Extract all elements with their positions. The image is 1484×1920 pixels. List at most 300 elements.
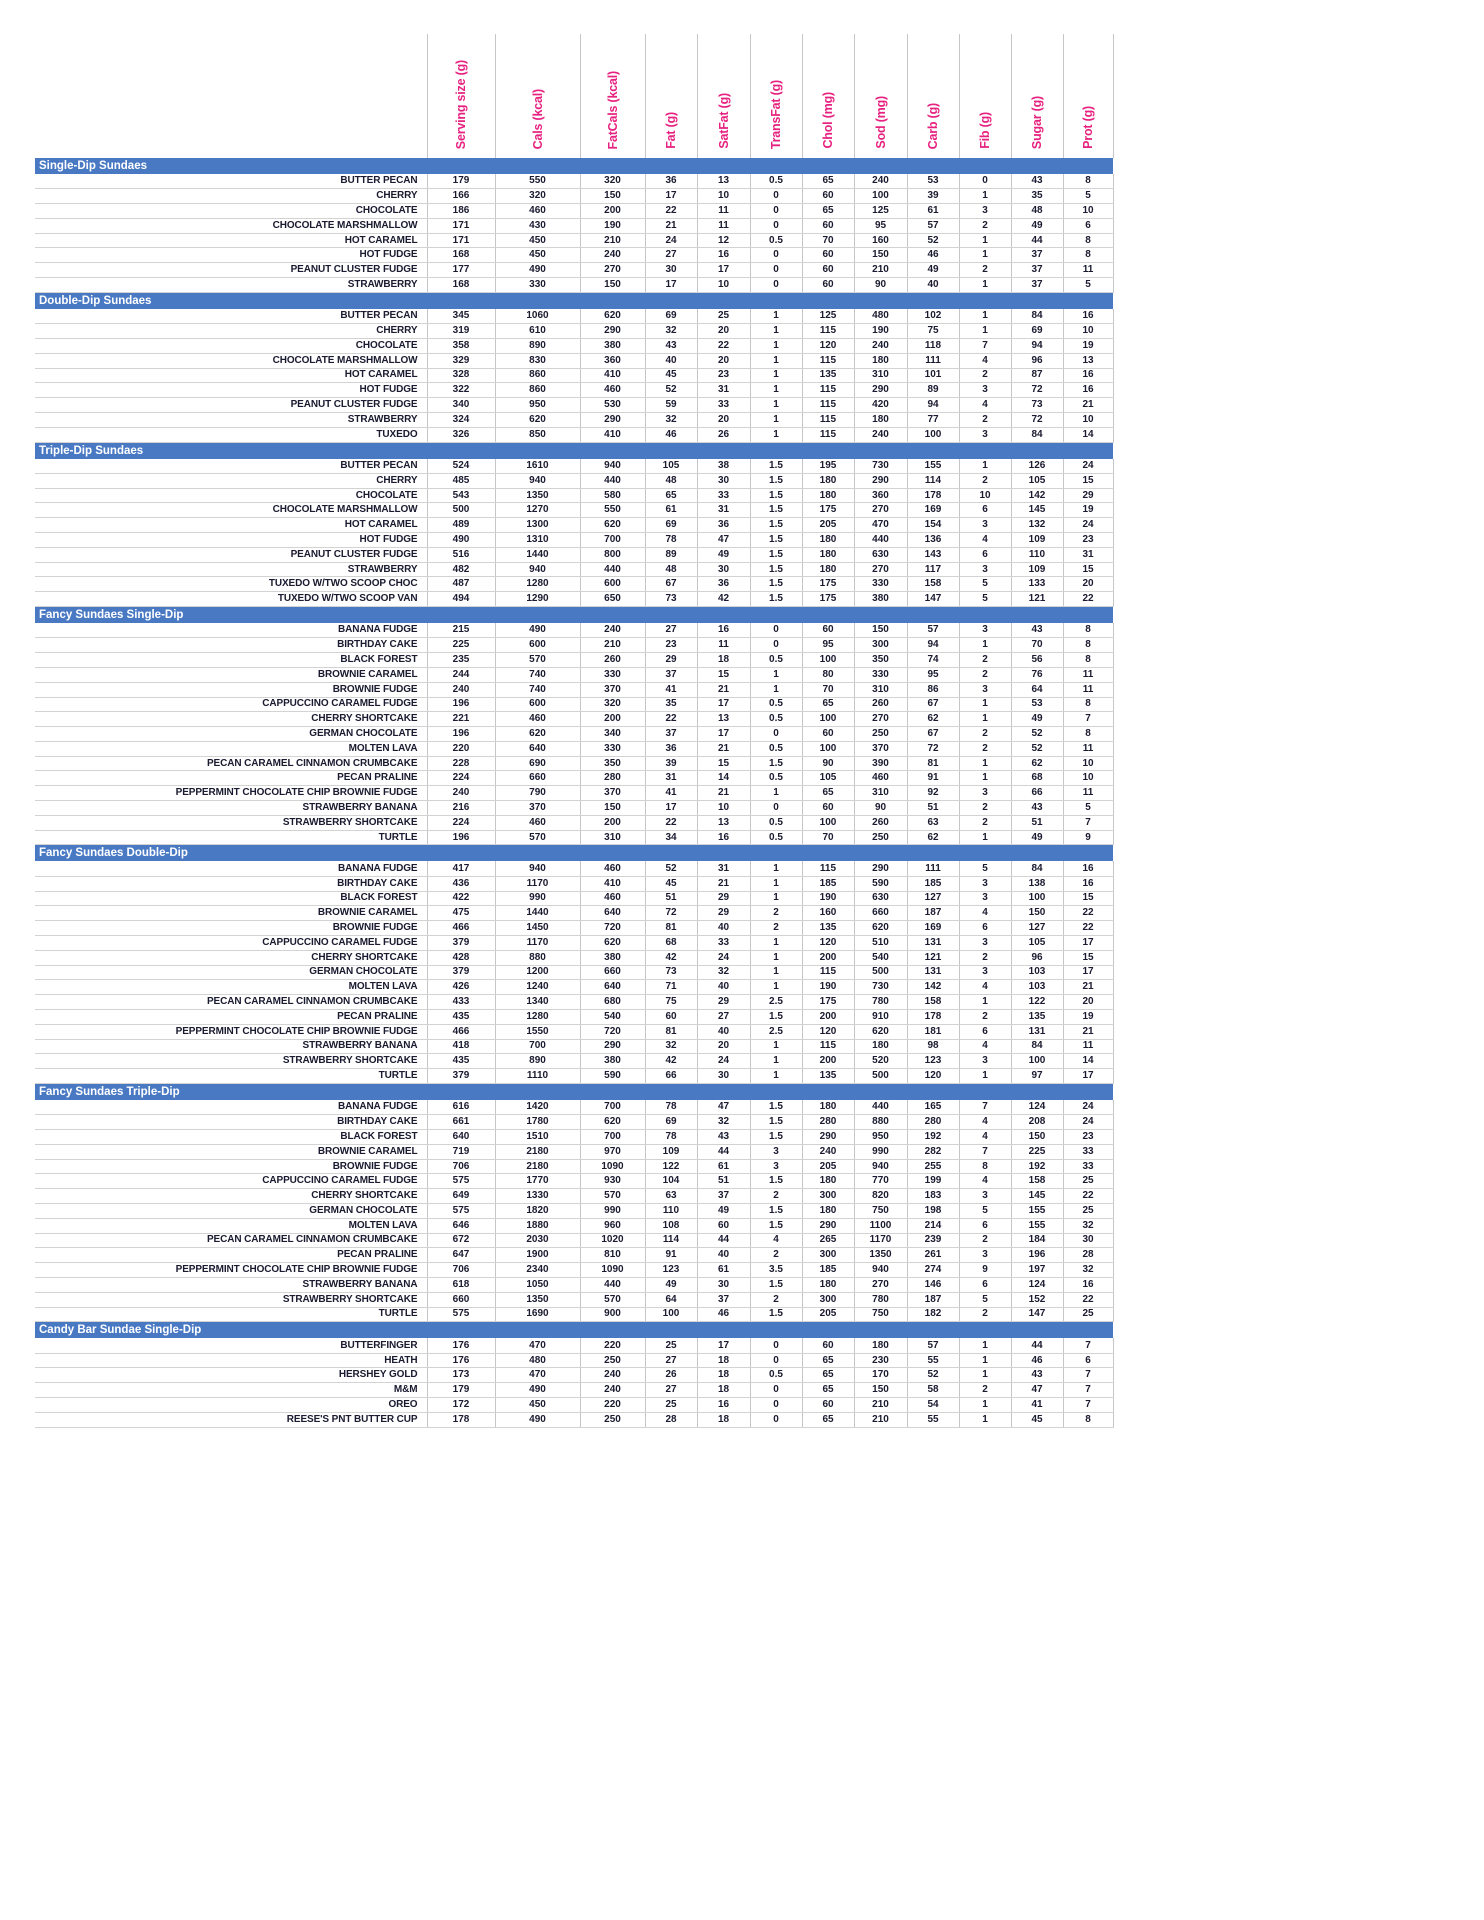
value-cell: 150 [580, 801, 645, 816]
item-name-cell: CHERRY SHORTCAKE [35, 1189, 427, 1204]
value-cell: 78 [645, 533, 697, 548]
table-row [35, 1174, 1113, 1189]
value-cell: 435 [427, 1054, 495, 1069]
value-cell: 60 [645, 1009, 697, 1024]
value-cell: 40 [697, 1024, 750, 1039]
value-cell: 1780 [495, 1115, 580, 1130]
value-cell: 418 [427, 1039, 495, 1054]
value-cell: 550 [495, 174, 580, 189]
value-cell: 220 [580, 1398, 645, 1413]
value-cell: 17 [1063, 1069, 1113, 1084]
value-cell: 260 [854, 697, 907, 712]
value-cell: 1 [959, 1069, 1011, 1084]
value-cell: 719 [427, 1144, 495, 1159]
value-cell: 221 [427, 712, 495, 727]
value-cell: 489 [427, 518, 495, 533]
table-row [35, 1368, 1113, 1383]
value-cell: 10 [1063, 204, 1113, 219]
value-cell: 370 [495, 801, 580, 816]
value-cell: 620 [854, 1024, 907, 1039]
value-cell: 4 [959, 398, 1011, 413]
value-cell: 155 [907, 459, 959, 474]
item-name-cell: HOT FUDGE [35, 383, 427, 398]
value-cell: 940 [854, 1263, 907, 1278]
table-row [35, 368, 1113, 383]
value-cell: 11 [1063, 1039, 1113, 1054]
value-cell: 115 [802, 412, 854, 427]
value-cell: 620 [580, 1115, 645, 1130]
value-cell: 2 [959, 412, 1011, 427]
value-cell: 7 [1063, 1338, 1113, 1353]
value-cell: 72 [1011, 412, 1063, 427]
value-cell: 25 [1063, 1204, 1113, 1219]
value-cell: 166 [427, 189, 495, 204]
item-name-cell: HOT CARAMEL [35, 518, 427, 533]
value-cell: 183 [907, 1189, 959, 1204]
value-cell: 1510 [495, 1130, 580, 1145]
table-row [35, 1009, 1113, 1024]
value-cell: 14 [697, 771, 750, 786]
value-cell: 440 [580, 1277, 645, 1292]
value-cell: 0 [750, 727, 802, 742]
value-cell: 1.5 [750, 1218, 802, 1233]
value-cell: 646 [427, 1218, 495, 1233]
value-cell: 1 [959, 189, 1011, 204]
value-cell: 620 [495, 727, 580, 742]
item-name-cell: BROWNIE FUDGE [35, 921, 427, 936]
value-cell: 690 [495, 756, 580, 771]
value-cell: 24 [697, 1054, 750, 1069]
value-cell: 2 [750, 1189, 802, 1204]
value-cell: 590 [580, 1069, 645, 1084]
value-cell: 520 [854, 1054, 907, 1069]
value-cell: 192 [907, 1130, 959, 1145]
value-cell: 89 [907, 383, 959, 398]
column-header [959, 34, 1011, 158]
value-cell: 700 [580, 1100, 645, 1115]
value-cell: 17 [1063, 935, 1113, 950]
value-cell: 33 [697, 488, 750, 503]
value-cell: 158 [907, 995, 959, 1010]
value-cell: 11 [1063, 786, 1113, 801]
value-cell: 131 [907, 935, 959, 950]
value-cell: 360 [580, 353, 645, 368]
value-cell: 490 [495, 263, 580, 278]
value-cell: 20 [697, 324, 750, 339]
value-cell: 86 [907, 682, 959, 697]
value-cell: 1.5 [750, 459, 802, 474]
value-cell: 6 [959, 503, 1011, 518]
value-cell: 300 [854, 638, 907, 653]
value-cell: 37 [697, 1189, 750, 1204]
value-cell: 640 [580, 980, 645, 995]
value-cell: 34 [645, 830, 697, 845]
section-header-row [35, 292, 1113, 309]
value-cell: 0.5 [750, 233, 802, 248]
table-row [35, 459, 1113, 474]
value-cell: 3 [959, 427, 1011, 442]
value-cell: 460 [854, 771, 907, 786]
value-cell: 55 [907, 1353, 959, 1368]
value-cell: 240 [854, 427, 907, 442]
value-cell: 131 [1011, 1024, 1063, 1039]
value-cell: 60 [802, 218, 854, 233]
value-cell: 7 [1063, 1368, 1113, 1383]
value-cell: 6 [959, 1277, 1011, 1292]
value-cell: 570 [580, 1292, 645, 1307]
table-row [35, 727, 1113, 742]
item-name-cell: PECAN CARAMEL CINNAMON CRUMBCAKE [35, 1233, 427, 1248]
value-cell: 1 [750, 324, 802, 339]
item-name-cell: TUXEDO W/TWO SCOOP VAN [35, 592, 427, 607]
value-cell: 31 [697, 861, 750, 876]
value-cell: 470 [854, 518, 907, 533]
value-cell: 310 [854, 368, 907, 383]
value-cell: 60 [802, 263, 854, 278]
value-cell: 29 [697, 906, 750, 921]
value-cell: 46 [1011, 1353, 1063, 1368]
value-cell: 1350 [495, 488, 580, 503]
value-cell: 190 [802, 980, 854, 995]
value-cell: 350 [580, 756, 645, 771]
value-cell: 216 [427, 801, 495, 816]
value-cell: 70 [802, 233, 854, 248]
value-cell: 49 [697, 1204, 750, 1219]
value-cell: 3 [959, 876, 1011, 891]
value-cell: 60 [697, 1218, 750, 1233]
value-cell: 590 [854, 876, 907, 891]
value-cell: 155 [1011, 1218, 1063, 1233]
value-cell: 10 [1063, 771, 1113, 786]
value-cell: 35 [645, 697, 697, 712]
value-cell: 410 [580, 368, 645, 383]
value-cell: 95 [907, 667, 959, 682]
value-cell: 150 [854, 623, 907, 638]
value-cell: 150 [854, 248, 907, 263]
section-title: Fancy Sundaes Triple-Dip [35, 1083, 1113, 1100]
value-cell: 440 [580, 562, 645, 577]
value-cell: 640 [427, 1130, 495, 1145]
value-cell: 224 [427, 815, 495, 830]
table-row [35, 861, 1113, 876]
value-cell: 102 [907, 309, 959, 324]
value-cell: 143 [907, 547, 959, 562]
item-name-cell: MOLTEN LAVA [35, 1218, 427, 1233]
value-cell: 450 [495, 248, 580, 263]
column-header-label: Prot (g) [1081, 106, 1095, 149]
value-cell: 180 [854, 412, 907, 427]
value-cell: 225 [427, 638, 495, 653]
value-cell: 97 [1011, 1069, 1063, 1084]
value-cell: 165 [907, 1100, 959, 1115]
value-cell: 27 [645, 623, 697, 638]
value-cell: 68 [645, 935, 697, 950]
value-cell: 240 [802, 1144, 854, 1159]
header-row [35, 34, 1113, 158]
value-cell: 640 [495, 741, 580, 756]
value-cell: 22 [1063, 906, 1113, 921]
value-cell: 105 [802, 771, 854, 786]
column-header [854, 34, 907, 158]
value-cell: 1820 [495, 1204, 580, 1219]
table-row [35, 309, 1113, 324]
value-cell: 24 [1063, 459, 1113, 474]
value-cell: 19 [1063, 503, 1113, 518]
column-header [802, 34, 854, 158]
table-row [35, 623, 1113, 638]
item-name-cell: STRAWBERRY BANANA [35, 1039, 427, 1054]
value-cell: 27 [645, 248, 697, 263]
value-cell: 138 [1011, 876, 1063, 891]
column-header-label: Carb (g) [926, 102, 940, 149]
value-cell: 73 [1011, 398, 1063, 413]
value-cell: 210 [580, 233, 645, 248]
value-cell: 42 [645, 950, 697, 965]
value-cell: 61 [697, 1263, 750, 1278]
value-cell: 84 [1011, 1039, 1063, 1054]
value-cell: 1 [750, 786, 802, 801]
value-cell: 379 [427, 965, 495, 980]
value-cell: 199 [907, 1174, 959, 1189]
value-cell: 37 [1011, 248, 1063, 263]
value-cell: 440 [580, 473, 645, 488]
table-row [35, 1100, 1113, 1115]
value-cell: 2 [959, 727, 1011, 742]
value-cell: 100 [802, 741, 854, 756]
table-row [35, 1233, 1113, 1248]
value-cell: 67 [645, 577, 697, 592]
value-cell: 282 [907, 1144, 959, 1159]
value-cell: 1900 [495, 1248, 580, 1263]
value-cell: 990 [580, 1204, 645, 1219]
value-cell: 3 [959, 786, 1011, 801]
value-cell: 64 [1011, 682, 1063, 697]
value-cell: 42 [697, 592, 750, 607]
value-cell: 49 [697, 547, 750, 562]
value-cell: 168 [427, 278, 495, 293]
value-cell: 147 [1011, 1307, 1063, 1322]
value-cell: 466 [427, 921, 495, 936]
value-cell: 10 [1063, 324, 1113, 339]
value-cell: 3 [959, 965, 1011, 980]
item-name-cell: GERMAN CHOCOLATE [35, 1204, 427, 1219]
value-cell: 180 [854, 1338, 907, 1353]
value-cell: 150 [1011, 1130, 1063, 1145]
value-cell: 1.5 [750, 1130, 802, 1145]
value-cell: 1420 [495, 1100, 580, 1115]
value-cell: 460 [580, 383, 645, 398]
value-cell: 3 [959, 891, 1011, 906]
item-name-cell: BROWNIE FUDGE [35, 682, 427, 697]
value-cell: 168 [427, 248, 495, 263]
value-cell: 36 [645, 174, 697, 189]
table-row [35, 204, 1113, 219]
value-cell: 310 [580, 830, 645, 845]
value-cell: 240 [580, 248, 645, 263]
item-name-cell: GERMAN CHOCOLATE [35, 727, 427, 742]
table-row [35, 338, 1113, 353]
value-cell: 2 [750, 906, 802, 921]
value-cell: 180 [802, 1174, 854, 1189]
value-cell: 30 [697, 1069, 750, 1084]
value-cell: 95 [802, 638, 854, 653]
value-cell: 23 [1063, 1130, 1113, 1145]
value-cell: 730 [854, 980, 907, 995]
item-name-cell: TURTLE [35, 830, 427, 845]
value-cell: 17 [697, 697, 750, 712]
value-cell: 180 [854, 353, 907, 368]
value-cell: 108 [645, 1218, 697, 1233]
value-cell: 5 [959, 1292, 1011, 1307]
value-cell: 2180 [495, 1144, 580, 1159]
value-cell: 730 [854, 459, 907, 474]
value-cell: 1 [959, 233, 1011, 248]
value-cell: 0 [959, 174, 1011, 189]
value-cell: 290 [580, 412, 645, 427]
value-cell: 1 [959, 638, 1011, 653]
table-row [35, 518, 1113, 533]
value-cell: 14 [1063, 1054, 1113, 1069]
value-cell: 146 [907, 1277, 959, 1292]
item-name-cell: CHOCOLATE MARSHMALLOW [35, 503, 427, 518]
value-cell: 22 [1063, 1189, 1113, 1204]
value-cell: 51 [1011, 815, 1063, 830]
value-cell: 30 [697, 562, 750, 577]
item-name-cell: MOLTEN LAVA [35, 741, 427, 756]
value-cell: 185 [907, 876, 959, 891]
value-cell: 155 [1011, 1204, 1063, 1219]
value-cell: 8 [1063, 697, 1113, 712]
value-cell: 71 [645, 980, 697, 995]
item-name-cell: CHOCOLATE [35, 338, 427, 353]
item-name-cell: HOT CARAMEL [35, 233, 427, 248]
value-cell: 78 [645, 1100, 697, 1115]
table-row [35, 1069, 1113, 1084]
value-cell: 460 [580, 861, 645, 876]
value-cell: 56 [1011, 653, 1063, 668]
value-cell: 190 [854, 324, 907, 339]
value-cell: 510 [854, 935, 907, 950]
value-cell: 111 [907, 861, 959, 876]
value-cell: 290 [854, 473, 907, 488]
value-cell: 620 [580, 935, 645, 950]
value-cell: 700 [580, 533, 645, 548]
value-cell: 330 [580, 741, 645, 756]
table-row [35, 980, 1113, 995]
value-cell: 72 [907, 741, 959, 756]
value-cell: 310 [854, 682, 907, 697]
table-row [35, 891, 1113, 906]
value-cell: 647 [427, 1248, 495, 1263]
value-cell: 96 [1011, 353, 1063, 368]
value-cell: 650 [580, 592, 645, 607]
value-cell: 543 [427, 488, 495, 503]
value-cell: 38 [697, 459, 750, 474]
value-cell: 210 [854, 1412, 907, 1427]
value-cell: 185 [802, 876, 854, 891]
table-row [35, 218, 1113, 233]
value-cell: 1 [959, 1353, 1011, 1368]
value-cell: 428 [427, 950, 495, 965]
table-row [35, 682, 1113, 697]
value-cell: 43 [1011, 801, 1063, 816]
item-name-cell: STRAWBERRY SHORTCAKE [35, 815, 427, 830]
value-cell: 48 [645, 562, 697, 577]
value-cell: 420 [854, 398, 907, 413]
value-cell: 960 [580, 1218, 645, 1233]
value-cell: 142 [1011, 488, 1063, 503]
value-cell: 2 [750, 921, 802, 936]
item-name-cell: STRAWBERRY [35, 278, 427, 293]
value-cell: 1.5 [750, 756, 802, 771]
value-cell: 380 [580, 1054, 645, 1069]
value-cell: 324 [427, 412, 495, 427]
value-cell: 36 [697, 577, 750, 592]
value-cell: 270 [580, 263, 645, 278]
section-header-row [35, 607, 1113, 624]
value-cell: 516 [427, 547, 495, 562]
value-cell: 47 [1011, 1383, 1063, 1398]
value-cell: 16 [1063, 383, 1113, 398]
value-cell: 37 [645, 727, 697, 742]
value-cell: 10 [697, 189, 750, 204]
value-cell: 100 [802, 815, 854, 830]
value-cell: 1350 [495, 1292, 580, 1307]
value-cell: 205 [802, 518, 854, 533]
value-cell: 6 [959, 547, 1011, 562]
value-cell: 22 [645, 204, 697, 219]
value-cell: 1.5 [750, 1009, 802, 1024]
value-cell: 18 [697, 1383, 750, 1398]
table-row [35, 1307, 1113, 1322]
value-cell: 62 [1011, 756, 1063, 771]
value-cell: 620 [495, 412, 580, 427]
value-cell: 115 [802, 965, 854, 980]
value-cell: 240 [580, 623, 645, 638]
item-name-cell: CHOCOLATE MARSHMALLOW [35, 218, 427, 233]
value-cell: 205 [802, 1159, 854, 1174]
section-header-row [35, 845, 1113, 862]
value-cell: 43 [697, 1130, 750, 1145]
table-row [35, 353, 1113, 368]
value-cell: 3.5 [750, 1263, 802, 1278]
value-cell: 115 [802, 353, 854, 368]
value-cell: 1 [750, 1039, 802, 1054]
section-title: Triple-Dip Sundaes [35, 442, 1113, 459]
value-cell: 169 [907, 503, 959, 518]
value-cell: 122 [1011, 995, 1063, 1010]
value-cell: 1 [750, 861, 802, 876]
section-title: Double-Dip Sundaes [35, 292, 1113, 309]
item-name-cell: BLACK FOREST [35, 1130, 427, 1145]
value-cell: 740 [495, 682, 580, 697]
value-cell: 494 [427, 592, 495, 607]
value-cell: 72 [645, 906, 697, 921]
value-cell: 1 [750, 427, 802, 442]
value-cell: 57 [907, 218, 959, 233]
value-cell: 178 [907, 488, 959, 503]
value-cell: 5 [959, 577, 1011, 592]
item-name-cell: PEANUT CLUSTER FUDGE [35, 263, 427, 278]
value-cell: 660 [495, 771, 580, 786]
table-row [35, 412, 1113, 427]
item-name-cell: HOT CARAMEL [35, 368, 427, 383]
value-cell: 0 [750, 263, 802, 278]
item-name-cell: BIRTHDAY CAKE [35, 638, 427, 653]
table-row [35, 667, 1113, 682]
value-cell: 115 [802, 398, 854, 413]
value-cell: 480 [495, 1353, 580, 1368]
